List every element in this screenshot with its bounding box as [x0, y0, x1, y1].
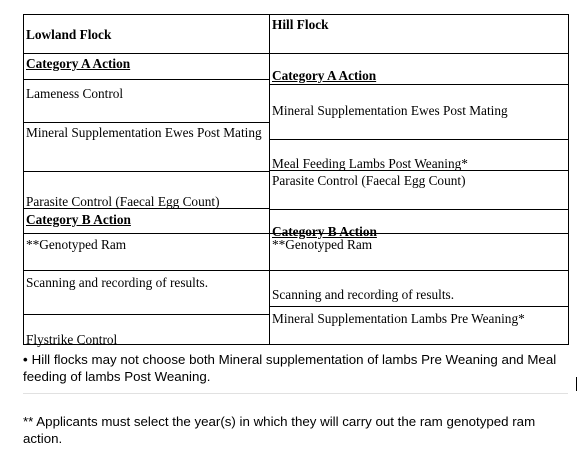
lowland-action-cell — [24, 80, 270, 123]
hill-action-cell-text: Meal Feeding Lambs Post Weaning* — [272, 156, 468, 171]
hill-action-cell — [270, 234, 569, 271]
page-edge-mark — [576, 377, 577, 391]
hill-action-cell-text: Scanning and recording of results. — [272, 287, 455, 302]
hill-flock-footnote — [23, 352, 573, 385]
lowland-action-cell-text: Mineral Supplementation Ewes Post Mating — [26, 125, 262, 140]
hill-flock-header-text: Hill Flock — [272, 17, 329, 32]
lowland-action-cell-text: Flystrike Control — [26, 332, 118, 347]
hill-flock-header — [270, 15, 569, 54]
lowland-action-cell-text: **Genotyped Ram — [26, 237, 127, 252]
section-divider — [23, 393, 568, 394]
ram-genotype-footnote — [23, 414, 575, 447]
hill-category-heading — [270, 210, 569, 239]
lowland-action-cell-text: Parasite Control (Faecal Egg Count) — [26, 194, 220, 209]
hill-action-cell — [270, 85, 569, 140]
footnote-bullet: • — [23, 352, 28, 367]
hill-action-cell-text: Parasite Control (Faecal Egg Count) — [272, 173, 466, 188]
hill-category-heading-text: Category B Action — [272, 224, 377, 239]
hill-action-cell — [270, 271, 569, 307]
lowland-category-heading — [24, 54, 270, 80]
hill-action-cell — [270, 307, 569, 345]
hill-action-cell — [270, 171, 569, 210]
lowland-category-heading-text: Category B Action — [26, 212, 131, 227]
footnote-text: Hill flocks may not choose both Mineral supplementation of lambs Pre Weaning and Meal feeding of lambs Post Weaning. — [23, 352, 557, 384]
hill-category-heading — [270, 54, 569, 85]
footnote-text: ** Applicants must select the year(s) in which they will carry out the ram genotyped ram action. — [23, 414, 536, 446]
lowland-action-cell — [24, 172, 270, 209]
hill-category-heading-text: Category A Action — [272, 68, 377, 83]
lowland-action-cell — [24, 271, 270, 315]
hill-action-cell-text: **Genotyped Ram — [272, 237, 373, 252]
lowland-action-cell-text: Lameness Control — [26, 86, 124, 101]
lowland-flock-header — [24, 15, 270, 54]
lowland-action-cell — [24, 123, 270, 172]
lowland-action-cell — [24, 315, 270, 345]
hill-action-cell — [270, 140, 569, 171]
lowland-flock-header-text: Lowland Flock — [26, 27, 112, 42]
lowland-action-cell — [24, 234, 270, 271]
lowland-action-cell-text: Scanning and recording of results. — [26, 275, 209, 290]
hill-action-cell-text: Mineral Supplementation Lambs Pre Weaning* — [272, 311, 525, 326]
lowland-category-heading — [24, 209, 270, 234]
lowland-category-heading-text: Category A Action — [26, 56, 131, 71]
flock-actions-table — [23, 14, 569, 345]
hill-action-cell-text: Mineral Supplementation Ewes Post Mating — [272, 103, 508, 118]
